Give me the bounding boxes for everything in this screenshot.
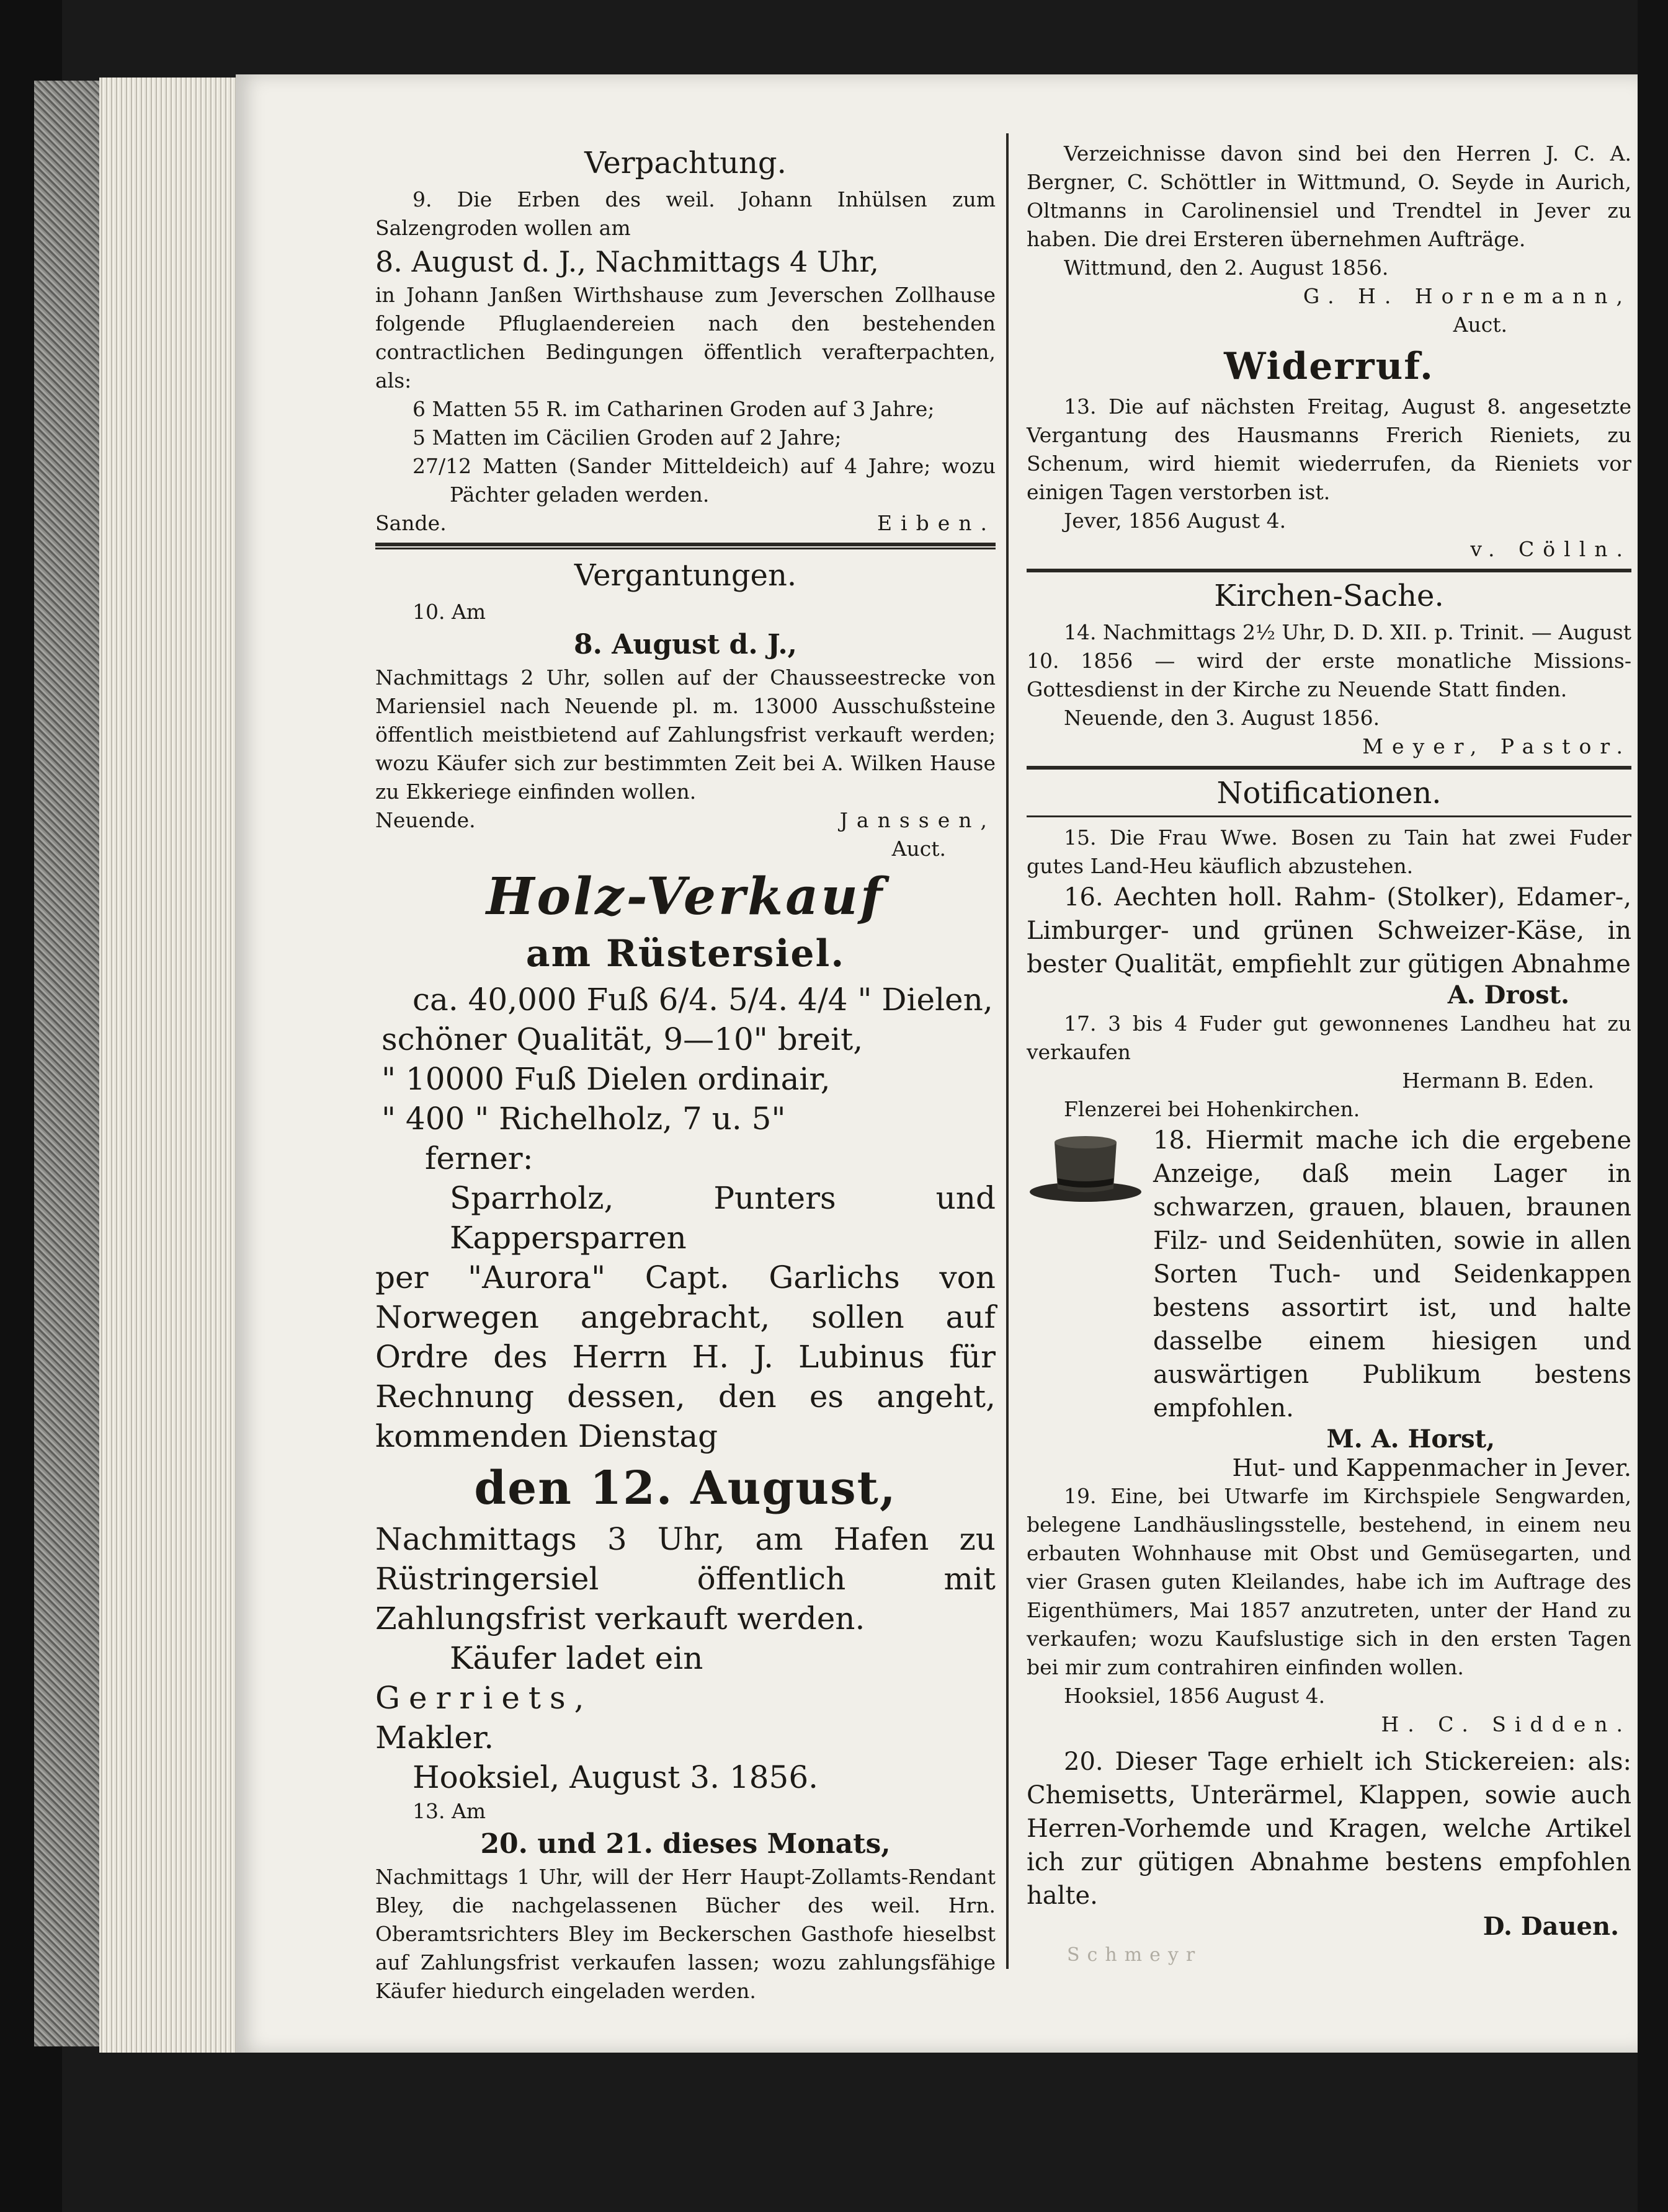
right-column [1027, 140, 1631, 1941]
verpachtung-heading: Verpachtung. [584, 146, 787, 180]
holz-subheading: am Rüstersiel. [525, 932, 845, 975]
item13-intro: 13. Am [413, 1799, 486, 1823]
item17: 17. 3 bis 4 Fuder gut gewonnenes Landheu hat zu verkaufen [1027, 1011, 1631, 1064]
verpachtung-body: in Johann Janßen Wirthshause zum Jeverschen Zollhause folgende Pfluglaendereien nach den bestehenden contractlichen Bedingungen öffentlich verafterpachten, als: [375, 283, 996, 393]
vergantungen-body: Nachmittags 2 Uhr, sollen auf der Chausseestrecke von Mariensiel nach Neuende pl. m. 13000 Ausschußsteine öffentlich meistbietend auf Zahlungsfrist verkauft werden; wozu Käufer sich zur bestimmten Zeit bei A. Wilken Hause zu Ekkeriege einfinden wollen. [375, 665, 996, 804]
item20-signer: D. Dauen. [1483, 1912, 1619, 1941]
top-hat-icon [1027, 1130, 1144, 1204]
item18: 18. Hiermit mache ich die ergebene Anzeige, daß mein Lager in schwarzen, grauen, blauen, braunen Filz- und Seidenhüten, sowie in allen Sorten Tuch- und Seidenkappen bestens assortirt ist, und halte dasselbe einem hiesigen und auswärtigen Publikum bestens empfohlen. [1153, 1126, 1631, 1423]
item18-signer: M. A. Horst, [1326, 1424, 1495, 1454]
section-rule-thin [1027, 815, 1631, 817]
section-rule [375, 543, 996, 546]
holz-line-1: ca. 40,000 Fuß 6/4. 5/4. 4/4 " Dielen, [413, 982, 993, 1018]
continued-signer: G. H. Hornemann, [1303, 284, 1631, 308]
column-divider [1006, 133, 1009, 1969]
verpachtung-intro: 9. Die Erben des weil. Johann Inhülsen zum Salzengroden wollen am [375, 187, 996, 240]
continued-body: Verzeichnisse davon sind bei den Herren J. C. A. Bergner, C. Schöttler in Wittmund, O. Seyde in Aurich, Oltmanns in Carolinensiel und Trendtel in Jever zu haben. Die drei Ersteren übernehmen Aufträge. [1027, 141, 1631, 251]
holz-line-4: " 400 " Richelholz, 7 u. 5" [381, 1101, 786, 1137]
vergantungen-signer: Janssen, [839, 808, 996, 832]
verpachtung-item-3: 27/12 Matten (Sander Mitteldeich) auf 4 Jahre; wozu Pächter geladen werden. [413, 454, 996, 507]
holz-body-block-2 [375, 1519, 996, 1797]
widerruf-signer: v. Cölln. [1470, 537, 1631, 561]
holz-line-2: schöner Qualität, 9—10" breit, [381, 1021, 863, 1057]
holz-body: per "Aurora" Capt. Garlichs von Norwegen angebracht, sollen auf Ordre des Herrn H. J. Lubinus für Rechnung dessen, den es angeht, kommenden Dienstag [375, 1259, 996, 1454]
holz-heading: Holz-Verkauf [486, 867, 885, 926]
vergantungen-date: 8. August d. J., [574, 629, 797, 660]
verpachtung-item-1: 6 Matten 55 R. im Catharinen Groden auf 3 Jahre; [413, 397, 935, 421]
item19-signer: H. C. Sidden. [1381, 1712, 1631, 1736]
holz-line-3: " 10000 Fuß Dielen ordinair, [381, 1061, 831, 1097]
item19: 19. Eine, bei Utwarfe im Kirchspiele Sengwarden, belegene Landhäuslingsstelle, bestehend, in einem neu erbauten Wohnhause mit Obst und Gemüsegarten, und vier Grasen guten Kleilandes, habe ich im Auftrage des Eigenthümers, Mai 1857 anzutreten, unter der Hand zu verkaufen; wozu Kaufslustige sich in den ersten Tagen bei mir zum contrahiren einfinden wollen. [1027, 1484, 1631, 1679]
holz-line-5: ferner: [425, 1140, 533, 1176]
left-column [375, 140, 996, 2005]
holz-line-6: Sparrholz, Punters und Kappersparren [450, 1180, 996, 1256]
item16: 16. Aechten holl. Rahm- (Stolker), Edamer-, Limburger- und grünen Schweizer-Käse, in bester Qualität, empfiehlt zur gütigen Abnahme [1027, 883, 1631, 979]
holz-place: Hooksiel, August 3. 1856. [413, 1759, 819, 1795]
item18-block [1027, 1124, 1631, 1425]
item15: 15. Die Frau Wwe. Bosen zu Tain hat zwei Fuder gutes Land-Heu käuflich abzustehen. [1027, 825, 1631, 878]
item16-signer: A. Drost. [1447, 980, 1569, 1010]
verpachtung-place: Sande. [375, 511, 447, 535]
notificationen-heading: Notificationen. [1216, 776, 1442, 811]
item19-place: Hooksiel, 1856 August 4. [1064, 1684, 1326, 1708]
holz-verkauf-section [375, 867, 996, 1797]
vergantungen-section [375, 556, 996, 863]
widerruf-body: 13. Die auf nächsten Freitag, August 8. angesetzte Vergantung des Hausmanns Frerich Rieniets, zu Schenum, wird hiemit wiederrufen, da Rieniets vor einigen Tagen verstorben ist. [1027, 394, 1631, 504]
book-cover-edge [34, 81, 105, 2046]
holz-title: Makler. [375, 1720, 494, 1756]
holz-body-block [375, 980, 996, 1456]
item13-date: 20. und 21. dieses Monats, [480, 1828, 891, 1860]
kirchen-place: Neuende, den 3. August 1856. [1064, 706, 1380, 730]
widerruf-section [1027, 343, 1631, 564]
continued-place: Wittmund, den 2. August 1856. [1064, 255, 1389, 280]
section-rule-thin [375, 548, 996, 549]
vergantungen-intro: 10. Am [413, 600, 486, 624]
section-rule [1027, 569, 1631, 572]
holz-body-2: Nachmittags 3 Uhr, am Hafen zu Rüstringersiel öffentlich mit Zahlungsfrist verkauft werden. [375, 1521, 996, 1637]
item18-title: Hut- und Kappenmacher in Jever. [1232, 1454, 1631, 1481]
holz-buyers: Käufer ladet ein [450, 1640, 703, 1676]
vergantungen-place: Neuende. [375, 808, 476, 832]
item17-place: Flenzerei bei Hohenkirchen. [1064, 1097, 1360, 1121]
item17-signer: Hermann B. Eden. [1402, 1068, 1594, 1093]
item-13-section [375, 1797, 996, 2005]
kirchen-heading: Kirchen-Sache. [1214, 579, 1444, 613]
holz-date: den 12. August, [474, 1462, 897, 1515]
kirchen-section [1027, 576, 1631, 761]
widerruf-heading: Widerruf. [1224, 345, 1434, 388]
item13-body: Nachmittags 1 Uhr, will der Herr Haupt-Zollamts-Rendant Bley, die nachgelassenen Bücher des weil. Hrn. Oberamtsrichters Bley im Beckerschen Gasthofe hieselbst auf Zahlungsfrist verkaufen lassen; wozu zahlungsfähige Käufer hiedurch eingeladen werden. [375, 1865, 996, 2003]
section-rule [1027, 766, 1631, 770]
item20: 20. Dieser Tage erhielt ich Stickereien: als: Chemisetts, Unterärmel, Klappen, sowie auch Herren-Vorhemde und Kragen, welche Artikel ich zur gütigen Abnahme bestens empfohlen halte. [1027, 1748, 1631, 1910]
verpachtung-section [375, 143, 996, 538]
verpachtung-item-2: 5 Matten im Cäcilien Groden auf 2 Jahre; [413, 425, 842, 450]
verpachtung-date: 8. August d. J., Nachmittags 4 Uhr, [375, 245, 879, 278]
widerruf-place: Jever, 1856 August 4. [1064, 509, 1287, 533]
holz-signer: Gerriets, [375, 1680, 593, 1716]
kirchen-body: 14. Nachmittags 2½ Uhr, D. D. XII. p. Trinit. — August 10. 1856 — wird der erste monatliche Missions-Gottesdienst in der Kirche zu Neuende Statt finden. [1027, 620, 1631, 701]
page-edges [99, 78, 242, 2053]
vergantungen-heading: Vergantungen. [574, 558, 797, 593]
continued-section [1027, 140, 1631, 339]
bleed-through-text: Schmeyr [1067, 1944, 1203, 1966]
continued-title: Auct. [1453, 313, 1507, 337]
verpachtung-signer: Eiben. [876, 511, 996, 535]
kirchen-signer: Meyer, Pastor. [1362, 734, 1631, 758]
notificationen-section [1027, 773, 1631, 1941]
scan-background [1638, 0, 1668, 2212]
vergantungen-title: Auct. [891, 837, 946, 861]
